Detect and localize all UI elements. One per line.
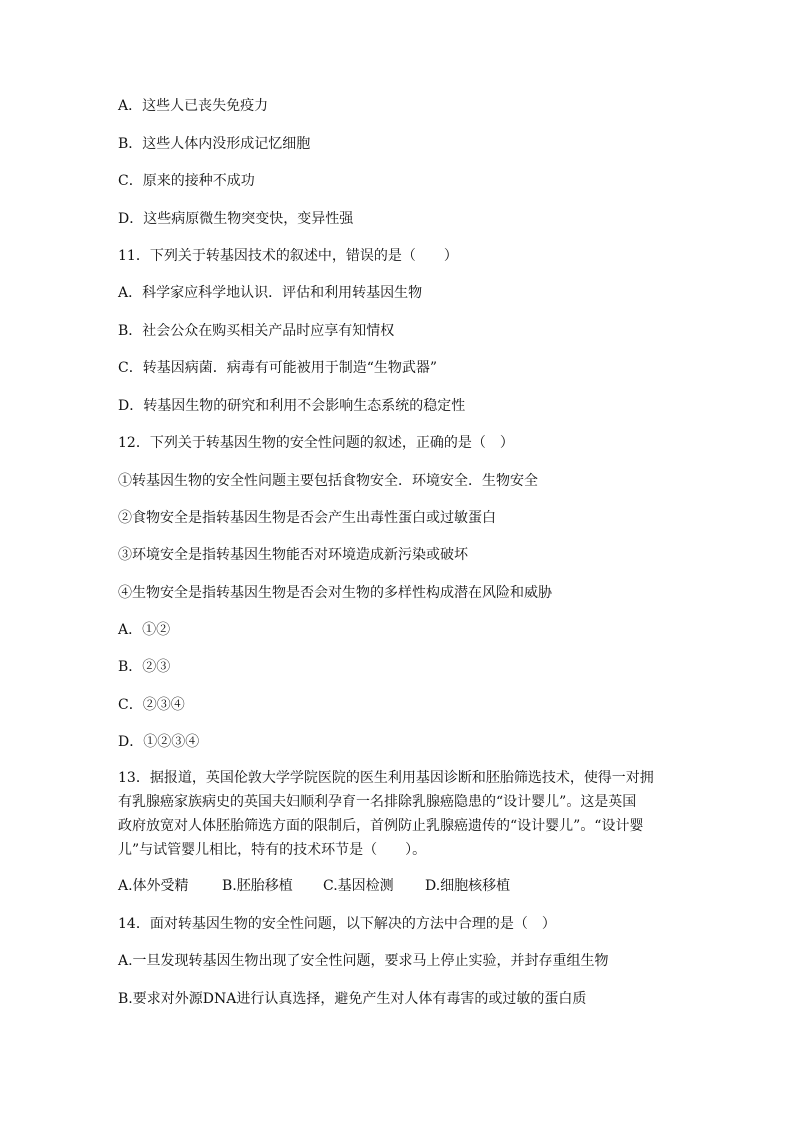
q11-option-c: C．转基因病菌．病毒有可能被用于制造“生物武器” <box>118 360 438 376</box>
q12-option-c: C．②③④ <box>118 697 185 713</box>
q12-statement-2: ②食物安全是指转基因生物是否会产生出毒性蛋白或过敏蛋白 <box>118 510 496 526</box>
q13-stem-line-3: 政府放宽对人体胚胎筛选方面的限制后，首例防止乳腺癌遗传的“设计婴儿”。“设计婴 <box>118 818 644 834</box>
q10-option-c: C．原来的接种不成功 <box>118 173 255 189</box>
q12-statement-3: ③环境安全是指转基因生物能否对环境造成新污染或破坏 <box>118 547 468 563</box>
q12-stem: 12．下列关于转基因生物的安全性问题的叙述，正确的是（ ） <box>118 435 514 451</box>
q13-option-a: A.体外受精 <box>118 878 189 894</box>
q12-option-b: B．②③ <box>118 659 171 675</box>
q13-stem-line-1: 13．据报道，英国伦敦大学学院医院的医生利用基因诊断和胚胎筛选技术，使得一对拥 <box>118 770 654 786</box>
q14-option-a: A.一旦发现转基因生物出现了安全性问题，要求马上停止实验，并封存重组生物 <box>118 953 609 969</box>
q10-option-d: D．这些病原微生物突变快，变异性强 <box>118 211 354 227</box>
q11-option-a: A．科学家应科学地认识．评估和利用转基因生物 <box>118 285 423 301</box>
q10-option-b: B．这些人体内没形成记忆细胞 <box>118 136 311 152</box>
q12-statement-1: ①转基因生物的安全性问题主要包括食物安全．环境安全．生物安全 <box>118 473 538 489</box>
q13-options <box>118 877 510 895</box>
q11-stem: 11．下列关于转基因技术的叙述中，错误的是（ ） <box>118 248 458 264</box>
q12-statement-4: ④生物安全是指转基因生物是否会对生物的多样性构成潜在风险和威胁 <box>118 585 552 601</box>
q13-stem-line-2: 有乳腺癌家族病史的英国夫妇顺利孕育一名排除乳腺癌隐患的“设计婴儿”。这是英国 <box>118 794 637 810</box>
q11-option-d: D．转基因生物的研究和利用不会影响生态系统的稳定性 <box>118 398 466 414</box>
q10-option-a: A．这些人已丧失免疫力 <box>118 98 269 114</box>
q13-option-b: B.胚胎移植 <box>222 878 293 894</box>
q13-option-c: C.基因检测 <box>323 878 394 894</box>
q11-option-b: B．社会公众在购买相关产品时应享有知情权 <box>118 323 395 339</box>
q14-option-b: B.要求对外源DNA进行认真选择，避免产生对人体有毒害的或过敏的蛋白质 <box>118 991 587 1007</box>
q13-stem <box>118 766 678 862</box>
q12-option-d: D．①②③④ <box>118 734 200 750</box>
q12-option-a: A．①② <box>118 622 171 638</box>
q13-stem-line-4: 儿”与试管婴儿相比，特有的技术环节是（ ）。 <box>118 842 427 858</box>
q13-option-d: D.细胞核移植 <box>425 878 511 894</box>
q14-stem: 14．面对转基因生物的安全性问题，以下解决的方法中合理的是（ ） <box>118 916 556 932</box>
